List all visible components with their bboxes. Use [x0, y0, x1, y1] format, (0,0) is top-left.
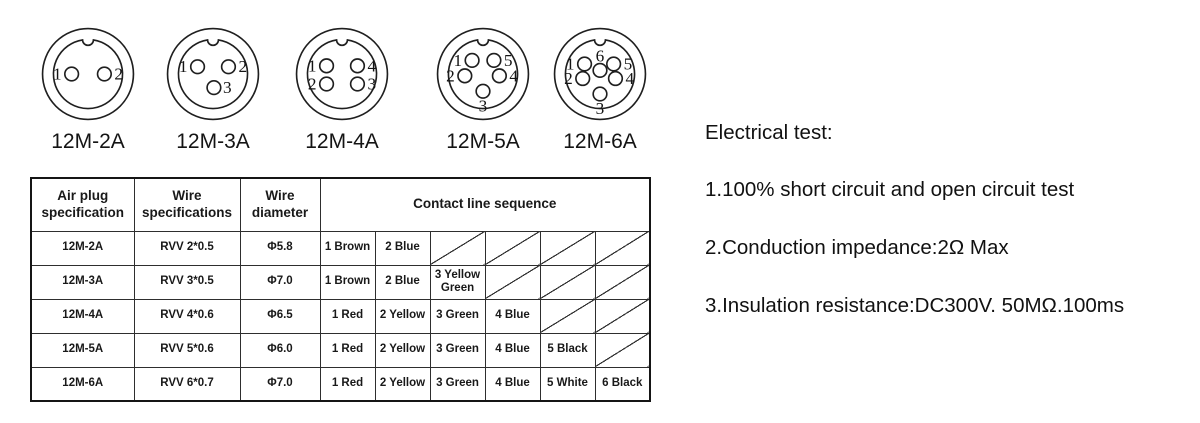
pin-number-3: 3: [223, 78, 232, 98]
cell-air-plug-spec: 12M-4A: [31, 299, 134, 333]
pin-hole-1: [578, 57, 592, 71]
cell-contact-4: 4 Blue: [485, 367, 540, 401]
cell-contact-3: 3 Yellow Green: [430, 265, 485, 299]
spec-row-12m-6a: [31, 367, 650, 401]
cell-contact-5: 5 Black: [540, 333, 595, 367]
pin-number-1: 1: [565, 54, 575, 74]
connector-diagram-12m-3a: [163, 24, 263, 154]
pin-number-6: 6: [595, 46, 605, 66]
electrical-test-item-3: 3.Insulation resistance:DC300V. 50MΩ.100ms: [705, 294, 1125, 317]
cell-air-plug-spec: 12M-2A: [31, 231, 134, 265]
pin-hole-1: [191, 60, 205, 74]
pin-hole-6: [593, 64, 607, 78]
pin-number-3: 3: [478, 96, 488, 116]
pin-hole-5: [607, 57, 621, 71]
connector-face-12m-6a: [550, 24, 650, 124]
cell-contact-empty: [540, 299, 595, 333]
pin-hole-5: [487, 54, 501, 68]
spec-table-header-row: [31, 178, 650, 231]
connector-diagram-12m-5a: [433, 24, 533, 154]
cell-contact-empty: [540, 231, 595, 265]
cell-contact-empty: [485, 231, 540, 265]
cell-wire-diameter: Φ6.0: [240, 333, 320, 367]
pin-hole-3: [207, 81, 221, 95]
connector-label: 12M-2A: [51, 130, 125, 153]
cell-contact-1: 1 Brown: [320, 231, 375, 265]
connector-inner-face-with-keyway-notch: [53, 40, 122, 109]
cell-contact-2: 2 Blue: [375, 265, 430, 299]
connector-inner-face-with-keyway-notch: [307, 40, 376, 109]
cell-contact-1: 1 Red: [320, 299, 375, 333]
cell-contact-3: 3 Green: [430, 367, 485, 401]
cell-contact-5: 5 White: [540, 367, 595, 401]
cell-contact-3: 3 Green: [430, 299, 485, 333]
electrical-test-title: Electrical test:: [705, 121, 833, 144]
pin-hole-2: [222, 60, 236, 74]
connector-face-12m-3a: [163, 24, 263, 124]
pin-number-2: 2: [564, 69, 573, 89]
electrical-test-notes: [705, 121, 1124, 352]
cell-air-plug-spec: 12M-3A: [31, 265, 134, 299]
cell-wire-diameter: Φ6.5: [240, 299, 320, 333]
cell-wire-diameter: Φ7.0: [240, 367, 320, 401]
pin-number-2: 2: [307, 74, 317, 94]
cell-contact-2: 2 Yellow: [375, 367, 430, 401]
cell-contact-4: 4 Blue: [485, 333, 540, 367]
connector-face-12m-2a: [38, 24, 138, 124]
connector-face-12m-5a: [433, 24, 533, 124]
pin-hole-3: [351, 77, 365, 91]
pin-hole-2: [320, 77, 334, 91]
spec-row-12m-4a: [31, 299, 650, 333]
header-air-plug-specification: Air plug specification: [31, 178, 134, 231]
connector-inner-face-with-keyway-notch: [178, 40, 247, 109]
cell-contact-empty: [595, 333, 650, 367]
connector-diagram-12m-6a: [550, 24, 650, 154]
pin-hole-4: [493, 69, 507, 83]
pin-number-4: 4: [367, 56, 377, 76]
cell-contact-empty: [430, 231, 485, 265]
cell-air-plug-spec: 12M-6A: [31, 367, 134, 401]
header-wire-diameter: Wire diameter: [240, 178, 320, 231]
electrical-test-item-2: 2.Conduction impedance:2Ω Max: [705, 236, 1009, 259]
connector-label: 12M-3A: [176, 130, 250, 153]
pin-number-1: 1: [453, 50, 463, 70]
pin-hole-4: [351, 59, 365, 73]
cell-contact-empty: [595, 299, 650, 333]
pin-number-5: 5: [503, 50, 513, 70]
cell-wire-diameter: Φ5.8: [240, 231, 320, 265]
cell-air-plug-spec: 12M-5A: [31, 333, 134, 367]
pin-number-4: 4: [625, 69, 635, 89]
cell-contact-3: 3 Green: [430, 333, 485, 367]
spec-row-12m-2a: [31, 231, 650, 265]
pin-hole-1: [465, 54, 479, 68]
connector-label: 12M-4A: [305, 130, 379, 153]
pin-number-4: 4: [509, 66, 519, 86]
pin-number-2: 2: [238, 57, 248, 77]
pin-number-3: 3: [367, 74, 377, 94]
header-wire-specifications: Wire specifications: [134, 178, 240, 231]
pin-number-2: 2: [114, 64, 124, 84]
spec-row-12m-3a: [31, 265, 650, 299]
spec-table: [30, 177, 651, 402]
cell-contact-empty: [595, 231, 650, 265]
connector-diagram-12m-2a: [38, 24, 138, 154]
pin-number-1: 1: [52, 64, 62, 84]
cell-contact-empty: [485, 265, 540, 299]
pin-hole-2: [458, 69, 472, 83]
connector-label: 12M-6A: [563, 130, 637, 153]
cell-contact-1: 1 Red: [320, 333, 375, 367]
pin-number-1: 1: [307, 56, 317, 76]
cell-contact-6: 6 Black: [595, 367, 650, 401]
electrical-test-item-1: 1.100% short circuit and open circuit test: [705, 178, 1075, 201]
cell-contact-1: 1 Red: [320, 367, 375, 401]
electrical-test-items: [705, 178, 1124, 318]
cell-contact-2: 2 Yellow: [375, 333, 430, 367]
connector-label: 12M-5A: [446, 130, 520, 153]
pin-hole-4: [609, 72, 623, 86]
cell-wire-spec: RVV 3*0.5: [134, 265, 240, 299]
pin-hole-2: [576, 72, 590, 86]
spec-row-12m-5a: [31, 333, 650, 367]
cell-wire-spec: RVV 4*0.6: [134, 299, 240, 333]
cell-wire-diameter: Φ7.0: [240, 265, 320, 299]
pin-hole-1: [320, 59, 334, 73]
cell-contact-1: 1 Brown: [320, 265, 375, 299]
cell-wire-spec: RVV 2*0.5: [134, 231, 240, 265]
cell-wire-spec: RVV 5*0.6: [134, 333, 240, 367]
pin-number-2: 2: [446, 66, 455, 86]
pin-number-5: 5: [623, 54, 633, 74]
cell-wire-spec: RVV 6*0.7: [134, 367, 240, 401]
cell-contact-2: 2 Blue: [375, 231, 430, 265]
connector-diagram-12m-4a: [292, 24, 392, 154]
pin-number-1: 1: [178, 57, 188, 77]
cell-contact-empty: [595, 265, 650, 299]
pin-number-3: 3: [595, 99, 605, 119]
connector-face-12m-4a: [292, 24, 392, 124]
pin-hole-2: [98, 67, 112, 81]
cell-contact-empty: [540, 265, 595, 299]
cell-contact-4: 4 Blue: [485, 299, 540, 333]
header-contact-line-sequence: Contact line sequence: [320, 178, 650, 231]
cell-contact-2: 2 Yellow: [375, 299, 430, 333]
pin-hole-1: [65, 67, 79, 81]
